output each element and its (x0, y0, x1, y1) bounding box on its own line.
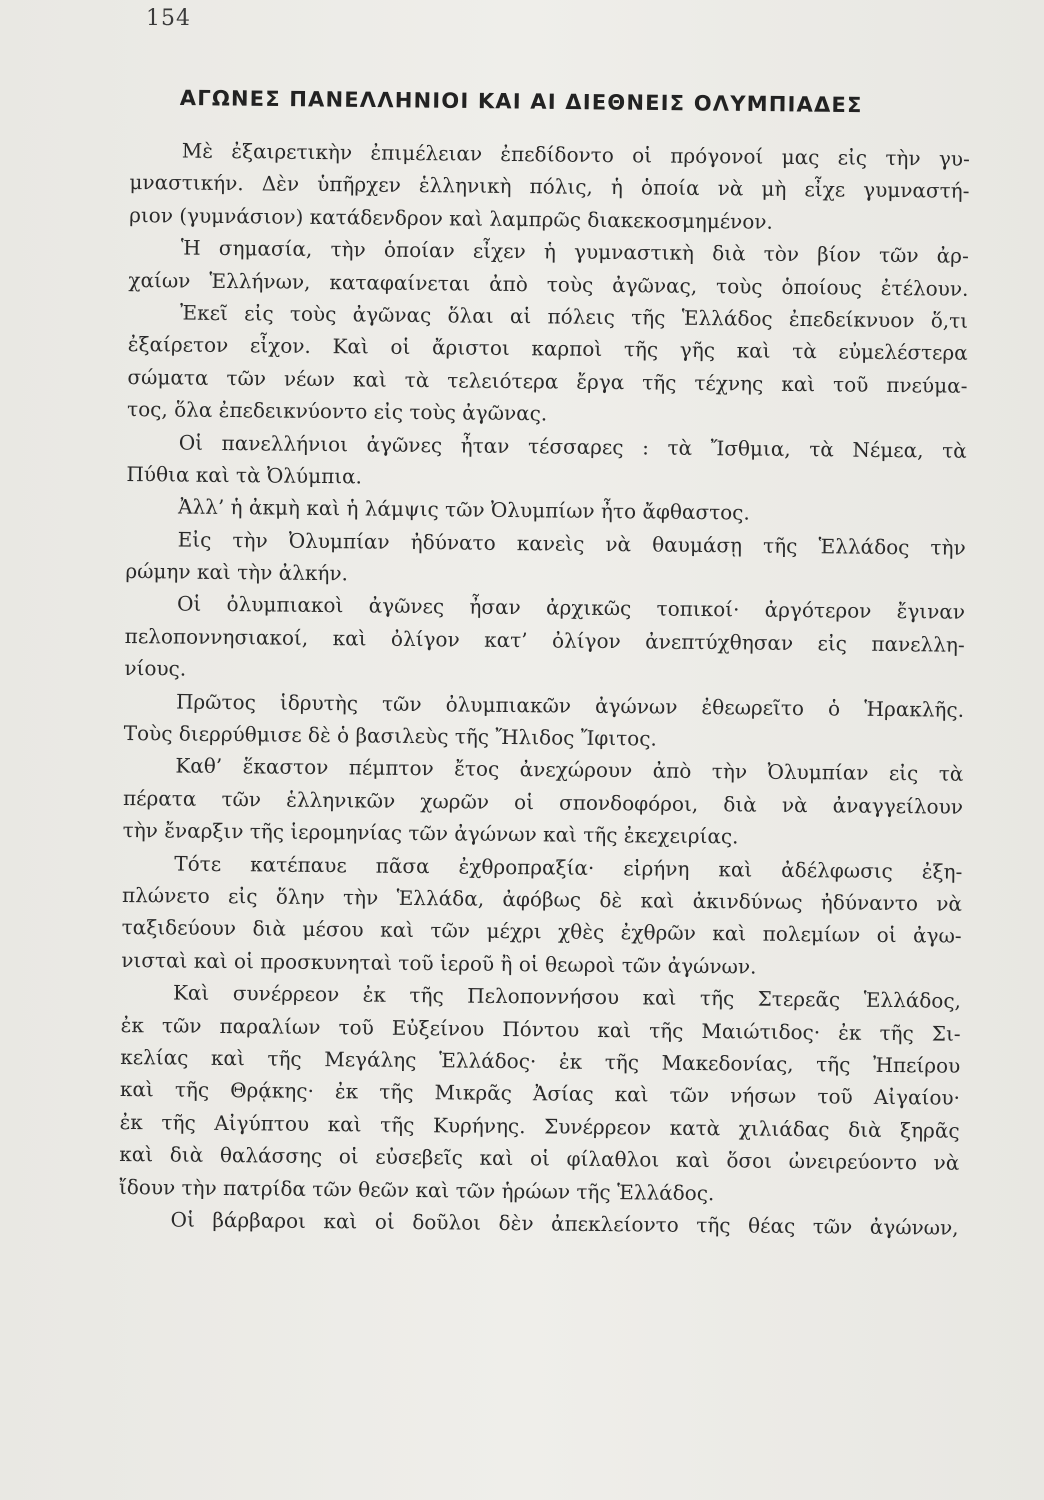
text-line: νισταὶ καὶ οἱ προσκυνηταὶ τοῦ ἱεροῦ ἢ οἱ θεωροὶ τῶν ἀγώνων. (121, 947, 757, 979)
text-line: τὴν ἔναρξιν τῆς ἱερομηνίας τῶν ἀγώνων καὶ τῆς ἐκεχειρίας. (122, 818, 739, 849)
page-number: 154 (146, 6, 191, 31)
text-line: καὶ τῆς Θρᾴκης· ἐκ τῆς Μικρᾶς Ἀσίας καὶ τῶν νήσων τοῦ Αἰγαίου· (119, 1077, 961, 1111)
text-line: ταξιδεύουν διὰ μέσου καὶ τῶν μέχρι χθὲς ἐχθρῶν καὶ πολεμίων οἱ ἀγω- (121, 915, 962, 949)
text-line: Ἀλλ’ ἡ ἀκμὴ καὶ ἡ λάμψις τῶν Ὀλυμπίων ἦτο ἄφθαστος. (177, 494, 750, 525)
text-line: Τοὺς διερρύθμισε δὲ ὁ βασιλεὺς τῆς Ἤλιδος Ἴφιτος. (123, 720, 657, 751)
body-text (118, 134, 969, 1244)
text-line: ἐκ τῆς Αἰγύπτου καὶ τῆς Κυρήνης. Συνέρρεον κατὰ χιλιάδας διὰ ξηρᾶς (119, 1109, 960, 1143)
text-line: ριον (γυμνάσιον) κατάδενδρον καὶ λαμπρῶς διακεκοσμημένον. (129, 202, 773, 234)
text-line: νίους. (124, 656, 187, 681)
text-line: Οἱ ὀλυμπιακοὶ ἀγῶνες ἦσαν ἀρχικῶς τοπικοί· ἀργότερον ἔγιναν (176, 591, 966, 625)
text-line: ἴδουν τὴν πατρίδα τῶν θεῶν καὶ τῶν ἡρώων τῆς Ἑλλάδος. (118, 1174, 715, 1205)
chapter-title: ΑΓΩΝΕΣ ΠΑΝΕΛΛΗΝΙΟΙ ΚΑΙ ΑΙ ΔΙΕΘΝΕΙΣ ΟΛΥΜΠΙΑΔΕΣ (179, 86, 863, 118)
text-line: πλώνετο εἰς ὅλην τὴν Ἑλλάδα, ἀφόβως δὲ καὶ ἀκινδύνως ἠδύναντο νὰ (121, 882, 963, 916)
text-line: ρώμην καὶ τὴν ἀλκήν. (125, 559, 349, 586)
text-line: πέρατα τῶν ἑλληνικῶν χωρῶν οἱ σπονδοφόροι, διὰ νὰ ἀναγγείλουν (122, 785, 964, 819)
text-line: Εἰς τὴν Ὀλυμπίαν ἠδύνατο κανεὶς νὰ θαυμάσῃ τῆς Ἑλλάδος τὴν (177, 527, 966, 560)
text-line: Τότε κατέπαυε πᾶσα ἐχθροπραξία· εἰρήνη καὶ ἀδέλφωσις ἐξη- (174, 851, 963, 884)
text-line: τος, ὅλα ἐπεδεικνύοντο εἰς τοὺς ἀγῶνας. (126, 397, 548, 426)
text-line: ἐξαίρετον εἶχον. Καὶ οἱ ἄριστοι καρποὶ τῆς γῆς καὶ τὰ εὐμελέστερα (127, 332, 968, 366)
text-line: κελίας καὶ τῆς Μεγάλης Ἑλλάδος· ἐκ τῆς Μακεδονίας, τῆς Ἠπείρου (120, 1044, 961, 1078)
text-line: ἐκ τῶν παραλίων τοῦ Εὐξείνου Πόντου καὶ τῆς Μαιώτιδος· ἐκ τῆς Σι- (120, 1012, 961, 1046)
text-line: Οἱ πανελλήνιοι ἀγῶνες ἦταν τέσσαρες : τὰ Ἴσθμια, τὰ Νέμεα, τὰ (178, 430, 967, 463)
text-line: Οἱ βάρβαροι καὶ οἱ δοῦλοι δὲν ἀπεκλείοντο τῆς θέας τῶν ἀγώνων, (170, 1207, 959, 1240)
text-line: καὶ διὰ θαλάσσης οἱ εὐσεβεῖς καὶ οἱ φίλαθλοι καὶ ὅσοι ὠνειρεύοντο νὰ (119, 1142, 960, 1175)
text-line: σώματα τῶν νέων καὶ τὰ τελειότερα ἔργα τῆς τέχνης καὶ τοῦ πνεύμα- (127, 364, 968, 398)
text-line: Πύθια καὶ τὰ Ὀλύμπια. (126, 461, 363, 489)
text-line: Ἡ σημασία, τὴν ὁποίαν εἶχεν ἡ γυμναστικὴ διὰ τὸν βίον τῶν ἀρ- (180, 235, 969, 268)
text-line: Καὶ συνέρρεον ἐκ τῆς Πελοποννήσου καὶ τῆς Στερεᾶς Ἑλλάδος, (172, 980, 962, 1013)
text-line: πελοποννησιακοί, καὶ ὀλίγον κατ’ ὀλίγον ἀνεπτύχθησαν εἰς πανελλη- (124, 623, 965, 657)
text-line: Μὲ ἐξαιρετικὴν ἐπιμέλειαν ἐπεδίδοντο οἱ πρόγονοί μας εἰς τὴν γυ- (181, 138, 970, 171)
text-line: Ἐκεῖ εἰς τοὺς ἀγῶνας ὅλαι αἱ πόλεις τῆς Ἑλλάδος ἐπεδείκνυον ὅ,τι (180, 300, 969, 333)
text-line: Πρῶτος ἱδρυτὴς τῶν ὀλυμπιακῶν ἀγώνων ἐθεωρεῖτο ὁ Ἡρακλῆς. (175, 689, 965, 722)
text-line: χαίων Ἑλλήνων, καταφαίνεται ἀπὸ τοὺς ἀγῶνας, τοὺς ὁποίους ἐτέλουν. (128, 267, 969, 301)
text-line: Καθ’ ἕκαστον πέμπτον ἔτος ἀνεχώρουν ἀπὸ τὴν Ὀλυμπίαν εἰς τὰ (175, 753, 964, 787)
text-line: μναστικήν. Δὲν ὑπῆρχεν ἑλληνικὴ πόλις, ἡ ὁποία νὰ μὴ εἶχε γυμναστή- (129, 170, 970, 204)
